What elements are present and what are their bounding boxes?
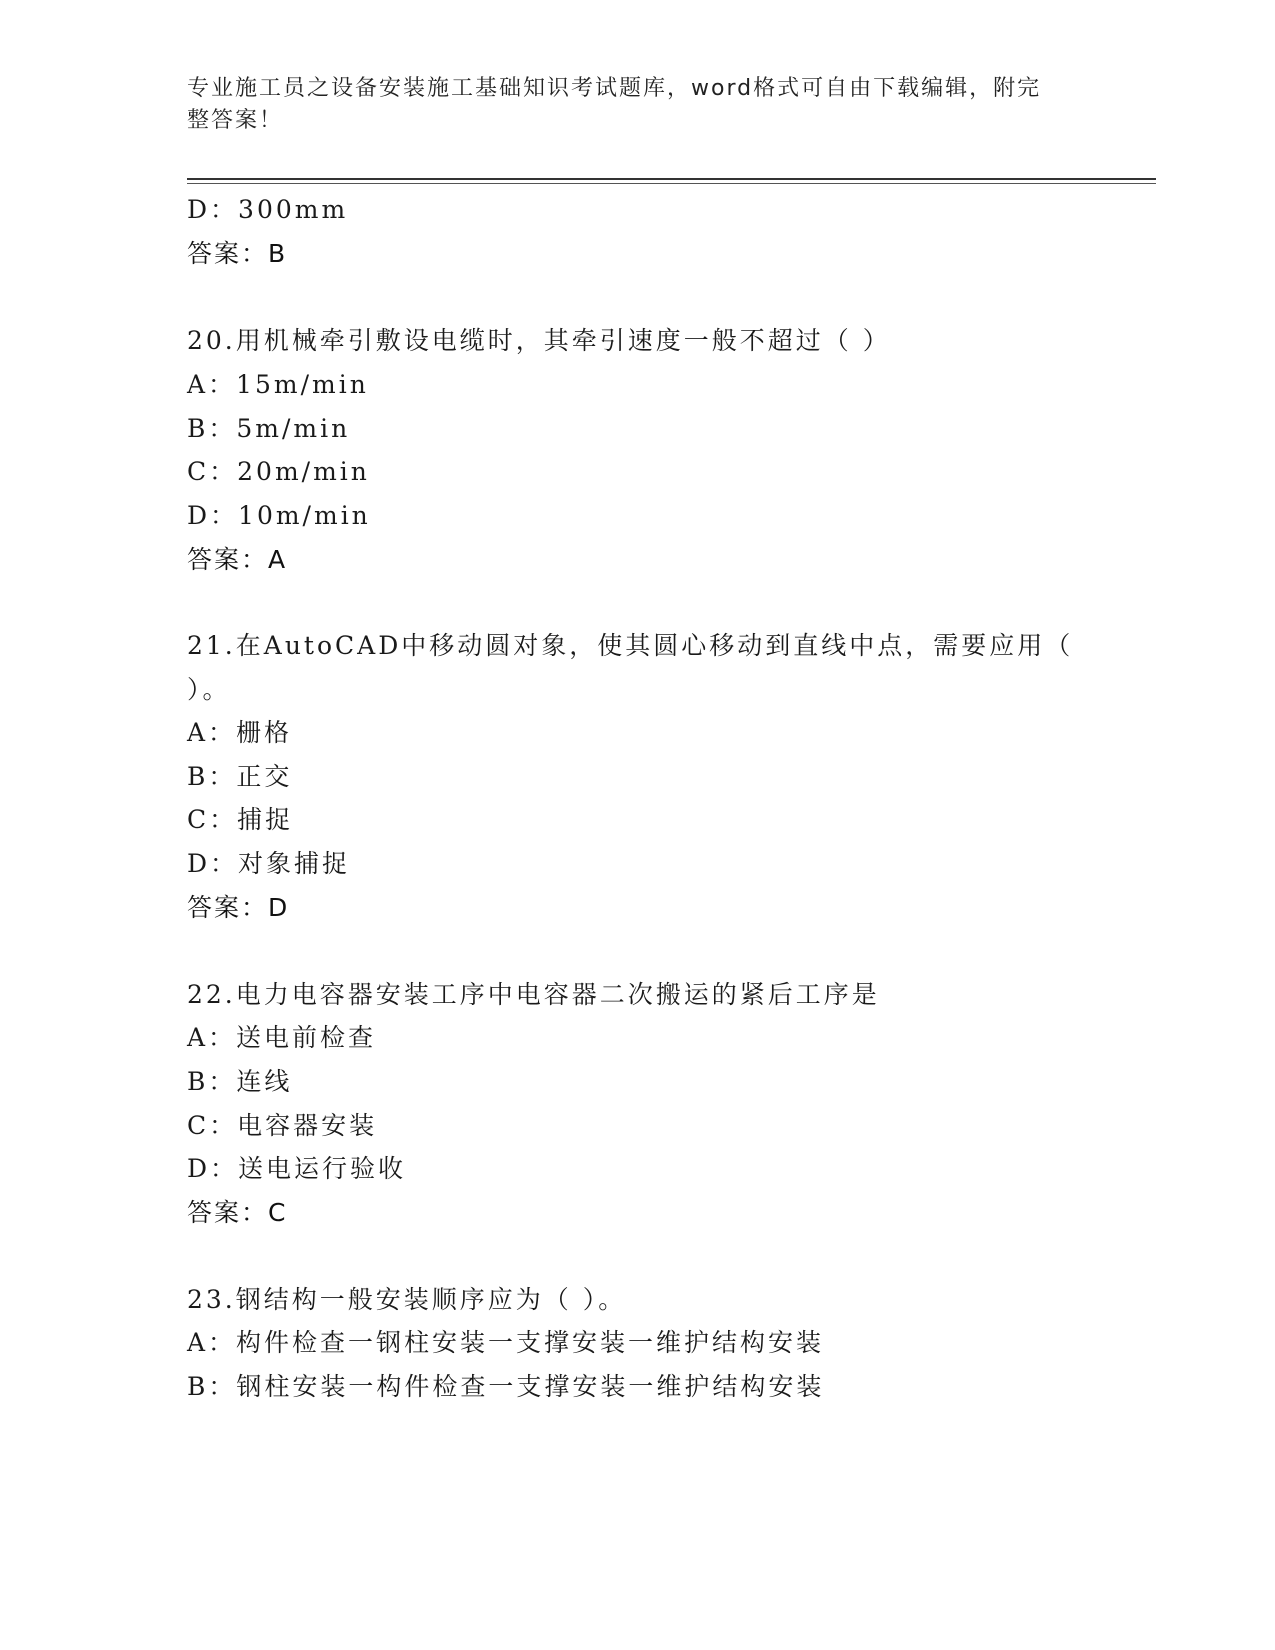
q21-option-c: C：捕捉 (187, 805, 294, 834)
q20-answer: 答案：A (187, 545, 288, 574)
q20-option-b: B：5m/min (187, 414, 351, 443)
q21-answer: 答案：D (187, 893, 290, 922)
q20-option-c: C：20m/min (187, 457, 370, 486)
header-line-2: 整答案！ (187, 108, 284, 133)
header-divider (187, 178, 1156, 180)
q22-option-c: C：电容器安装 (187, 1111, 378, 1140)
question-21-line-1: 21.在AutoCAD中移动圆对象，使其圆心移动到直线中点，需要应用（ (187, 631, 1074, 660)
q23-option-a: A：构件检查一钢柱安装一支撑安装一维护结构安装 (187, 1328, 825, 1357)
question-22: 22.电力电容器安装工序中电容器二次搬运的紧后工序是 (187, 980, 880, 1009)
q21-option-d: D：对象捕捉 (187, 849, 351, 878)
q22-option-b: B：连线 (187, 1067, 293, 1096)
question-20: 20.用机械牵引敷设电缆时，其牵引速度一般不超过（ ） (187, 326, 891, 355)
document-header (187, 73, 1067, 137)
prev-option-d: D：300mm (187, 195, 349, 224)
q22-option-d: D：送电运行验收 (187, 1154, 407, 1183)
question-21-line-2: ）。 (187, 675, 231, 704)
q22-option-a: A：送电前检查 (187, 1023, 377, 1052)
header-divider-thin (187, 183, 1156, 184)
header-line-1: 专业施工员之设备安装施工基础知识考试题库，word格式可自由下载编辑，附完 (187, 76, 1042, 101)
q20-option-d: D：10m/min (187, 501, 371, 530)
q21-option-a: A：栅格 (187, 718, 293, 747)
q23-option-b: B：钢柱安装一构件检查一支撑安装一维护结构安装 (187, 1372, 825, 1401)
q20-option-a: A：15m/min (187, 370, 369, 399)
prev-answer: 答案：B (187, 239, 288, 268)
q22-answer: 答案：C (187, 1198, 288, 1227)
question-23: 23.钢结构一般安装顺序应为（ ）。 (187, 1285, 627, 1314)
q21-option-b: B：正交 (187, 762, 293, 791)
